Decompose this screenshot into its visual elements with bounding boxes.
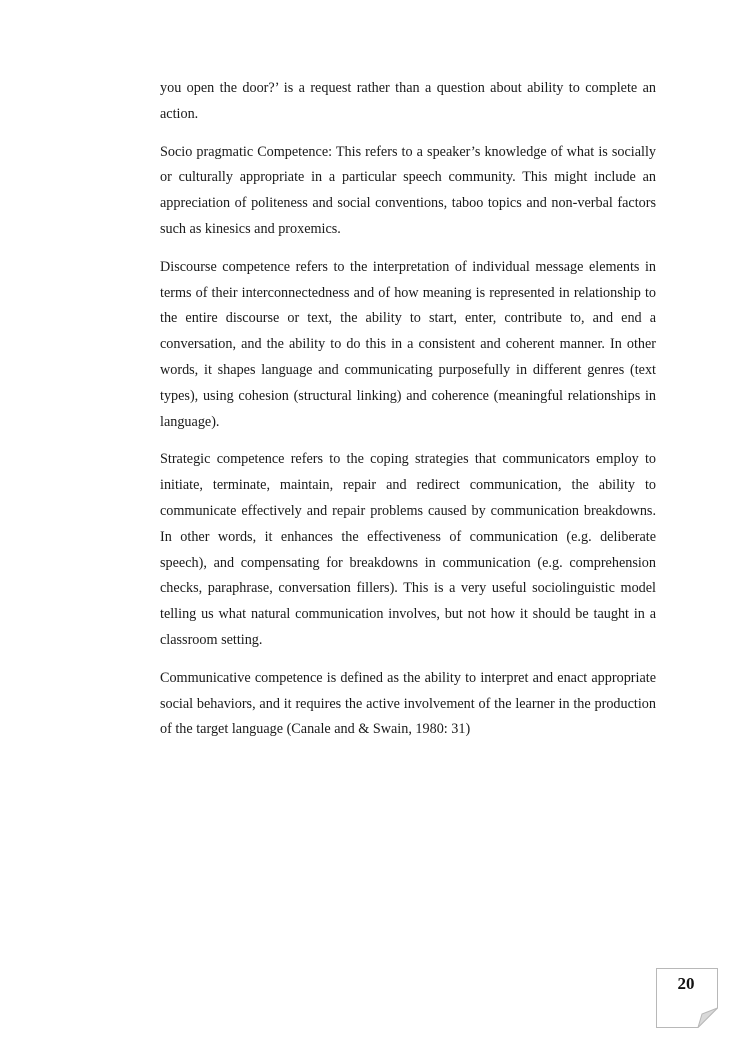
page-number: 20 — [677, 974, 695, 993]
body-text — [160, 76, 656, 755]
paragraph-continuation: you open the door?’ is a request rather than a question about ability to complete an action. — [160, 80, 656, 122]
paragraph-discourse-competence: Discourse competence refers to the interpretation of individual message elements in terms of their interconnectedness and of how meaning is represented in relationship to the entire discourse or text, the ability to start, enter, contribute to, and end a conversation, and the ability to do this in a consistent and coherent manner. In other words, it shapes language and communicating purposefully in different genres (text types), using cohesion (structural linking) and coherence (meaningful relationships in language). — [160, 258, 656, 430]
paragraph-strategic-competence: Strategic competence refers to the coping strategies that communicators employ to initiate, terminate, maintain, repair and redirect communication, the ability to communicate effectively and repair problems caused by communication breakdowns. In other words, it enhances the effectiveness of communication (e.g. deliberate speech), and compensating for breakdowns in communication (e.g. comprehension checks, paraphrase, conversation fillers). This is a very useful sociolinguistic model telling us what natural communication involves, but not how it should be taught in a classroom setting. — [160, 451, 656, 648]
paragraph-communicative-competence: Communicative competence is defined as the ability to interpret and enact appropriate social behaviors, and it requires the active involvement of the learner in the production of the target language (Canale and & Swain, 1980: 31) — [160, 669, 656, 738]
paragraph-socio-pragmatic-competence: Socio pragmatic Competence: This refers to a speaker’s knowledge of what is socially or culturally appropriate in a particular speech community. This might include an appreciation of politeness and social conventions, taboo topics and non-verbal factors such as kinesics and proxemics. — [160, 143, 656, 237]
page-number-box — [656, 968, 718, 1028]
